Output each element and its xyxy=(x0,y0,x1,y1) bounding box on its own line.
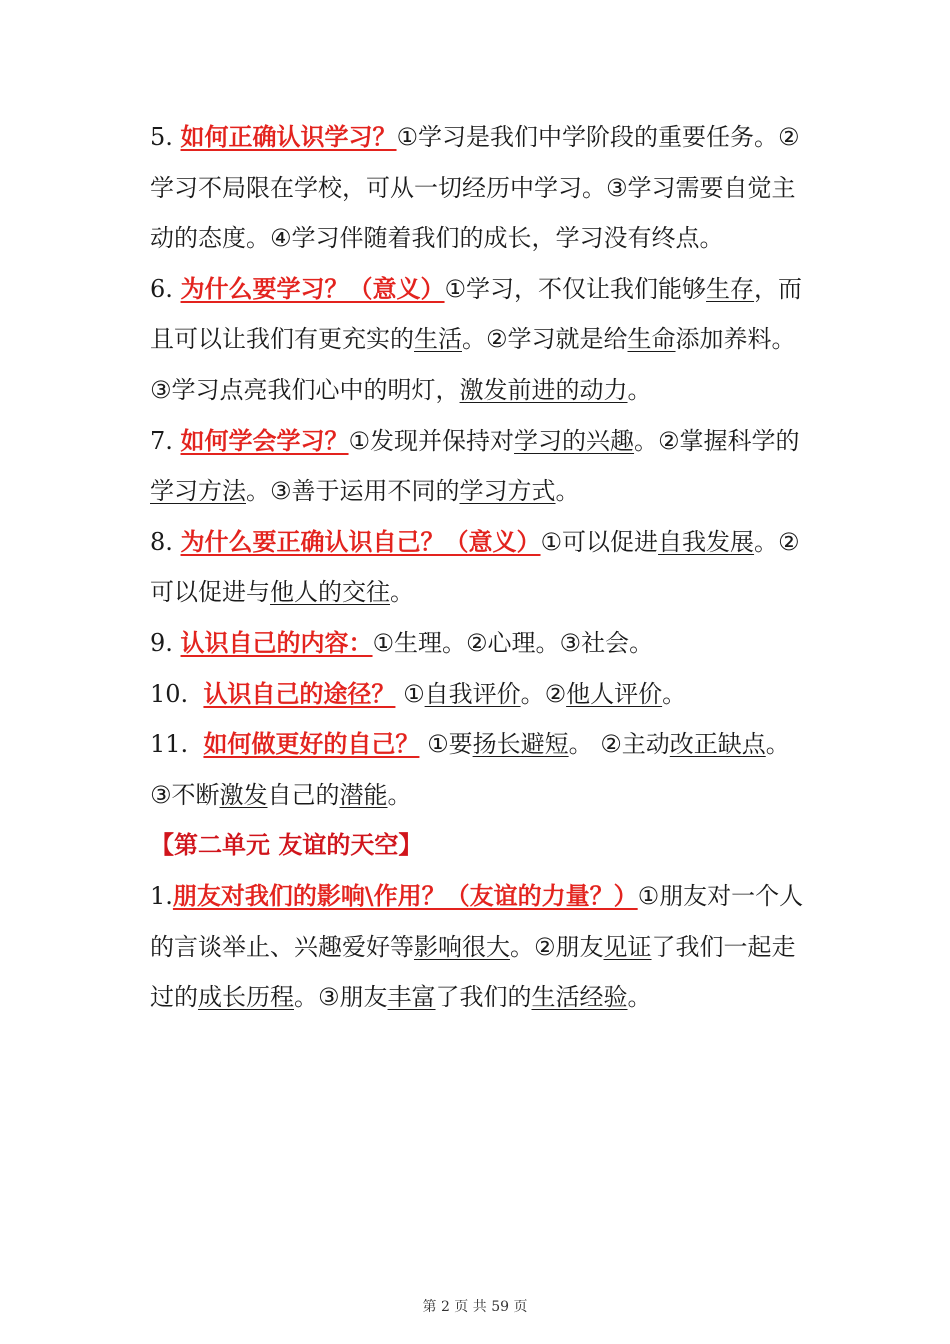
item-text: ①生理。②心理。③社会。 xyxy=(372,628,654,657)
keyword: 生活经验 xyxy=(531,983,628,1012)
item-number: 11. xyxy=(150,730,204,759)
item-question: 朋友对我们的影响\作用？（友谊的力量？） xyxy=(172,881,638,910)
keyword: 生命 xyxy=(627,325,676,354)
item-7-line-1 xyxy=(150,416,810,467)
item-text: 。 ②主动 xyxy=(568,730,670,759)
keyword: 学习方式 xyxy=(459,477,556,506)
item-text: ①学习是我们中学阶段的重要任务。② xyxy=(396,123,800,151)
item-10-line-1 xyxy=(150,669,810,720)
item-question: 如何正确认识学习？ xyxy=(180,123,397,151)
item-text: 了我们一起走 xyxy=(651,932,796,961)
item-number: 6. xyxy=(150,274,181,303)
item-5-line-2 xyxy=(150,163,810,214)
item-text: 。 xyxy=(765,730,790,759)
unit2-item-1-line-1 xyxy=(150,871,810,922)
keyword: 成长历程 xyxy=(198,983,294,1012)
item-text: 的言谈举止、兴趣爱好等 xyxy=(150,932,414,961)
item-text: 。②朋友 xyxy=(510,932,604,961)
item-question: 为什么要正确认识自己？（意义） xyxy=(180,527,541,556)
keyword: 见证 xyxy=(603,932,652,961)
keyword: 扬长避短 xyxy=(472,730,569,759)
item-6-line-1 xyxy=(150,264,810,315)
item-text: 添加养料。 xyxy=(675,325,796,354)
item-text: 。③朋友 xyxy=(294,983,388,1012)
item-text: 。③善于运用不同的 xyxy=(246,477,460,506)
item-text: 。 xyxy=(627,983,652,1012)
item-number: 1. xyxy=(150,881,173,910)
item-text: 。② xyxy=(520,679,567,708)
item-number: 10. xyxy=(150,679,204,708)
item-number: 5. xyxy=(150,123,181,151)
item-text: 。 xyxy=(387,780,412,809)
item-text: ③学习点亮我们心中的明灯， xyxy=(150,375,460,404)
item-5-line-3 xyxy=(150,213,810,264)
item-6-line-3 xyxy=(150,365,810,416)
unit2-item-1-line-2 xyxy=(150,922,810,973)
keyword: 自我评价 xyxy=(424,679,521,708)
item-8-line-1 xyxy=(150,517,810,568)
item-text: 自己的 xyxy=(267,780,340,809)
item-text: ①发现并保持对 xyxy=(348,426,515,455)
keyword: 生活 xyxy=(414,325,462,354)
item-text: 了我们的 xyxy=(435,983,532,1012)
item-5-line-1 xyxy=(150,112,810,163)
item-text: 。 xyxy=(627,375,652,404)
item-text: 。②掌握科学的 xyxy=(634,426,800,455)
item-9-line-1 xyxy=(150,618,810,669)
item-question: 如何学会学习？ xyxy=(180,426,349,455)
item-text: 。② xyxy=(754,527,800,556)
keyword: 学习的兴趣 xyxy=(514,426,635,455)
item-text: 。 xyxy=(555,477,580,506)
item-6-line-2 xyxy=(150,314,810,365)
item-text: ，而 xyxy=(754,274,803,303)
item-7-line-2 xyxy=(150,466,810,517)
item-text: 过的 xyxy=(150,983,198,1012)
item-number: 7. xyxy=(150,426,181,455)
item-number: 8. xyxy=(150,527,181,556)
keyword: 激发 xyxy=(219,780,268,809)
keyword: 影响很大 xyxy=(414,932,510,961)
item-text: 。②学习就是给 xyxy=(462,325,628,354)
item-question: 认识自己的途径？ xyxy=(203,679,396,708)
keyword: 他人的交往 xyxy=(270,578,390,607)
item-text: ①可以促进 xyxy=(540,527,659,556)
item-text: ①学习，不仅让我们能够 xyxy=(444,274,707,303)
item-text: ①要 xyxy=(419,730,473,759)
item-question: 认识自己的内容： xyxy=(180,628,373,657)
keyword: 自我发展 xyxy=(658,527,755,556)
item-text: 。 xyxy=(662,679,687,708)
item-text: 。 xyxy=(390,578,414,607)
item-text: ① xyxy=(395,679,425,708)
keyword: 改正缺点 xyxy=(669,730,766,759)
item-text: 动的态度。④学习伴随着我们的成长，学习没有终点。 xyxy=(150,224,724,253)
unit-title: 【第二单元 友谊的天空】 xyxy=(150,831,423,860)
item-text: ③不断 xyxy=(150,780,220,809)
item-text: 可以促进与 xyxy=(150,578,270,607)
keyword: 潜能 xyxy=(339,780,388,809)
item-number: 9. xyxy=(150,628,181,657)
item-text: 学习不局限在学校，可从一切经历中学习。③学习需要自觉主 xyxy=(150,173,796,202)
item-text: ①朋友对一个人 xyxy=(637,881,804,910)
item-11-line-2 xyxy=(150,770,810,821)
keyword: 生存 xyxy=(706,274,755,303)
keyword: 激发前进的动力 xyxy=(459,375,628,404)
keyword: 学习方法 xyxy=(150,477,246,506)
item-text: 且可以让我们有更充实的 xyxy=(150,325,414,354)
unit2-item-1-line-3 xyxy=(150,972,810,1023)
document-body xyxy=(150,112,810,1023)
item-8-line-2 xyxy=(150,567,810,618)
keyword: 他人评价 xyxy=(566,679,663,708)
keyword: 丰富 xyxy=(387,983,436,1012)
item-question: 如何做更好的自己？ xyxy=(203,730,420,759)
page-footer: 第 2 页 共 59 页 xyxy=(422,1299,528,1315)
item-11-line-1 xyxy=(150,719,810,770)
item-question: 为什么要学习？（意义） xyxy=(180,274,445,303)
